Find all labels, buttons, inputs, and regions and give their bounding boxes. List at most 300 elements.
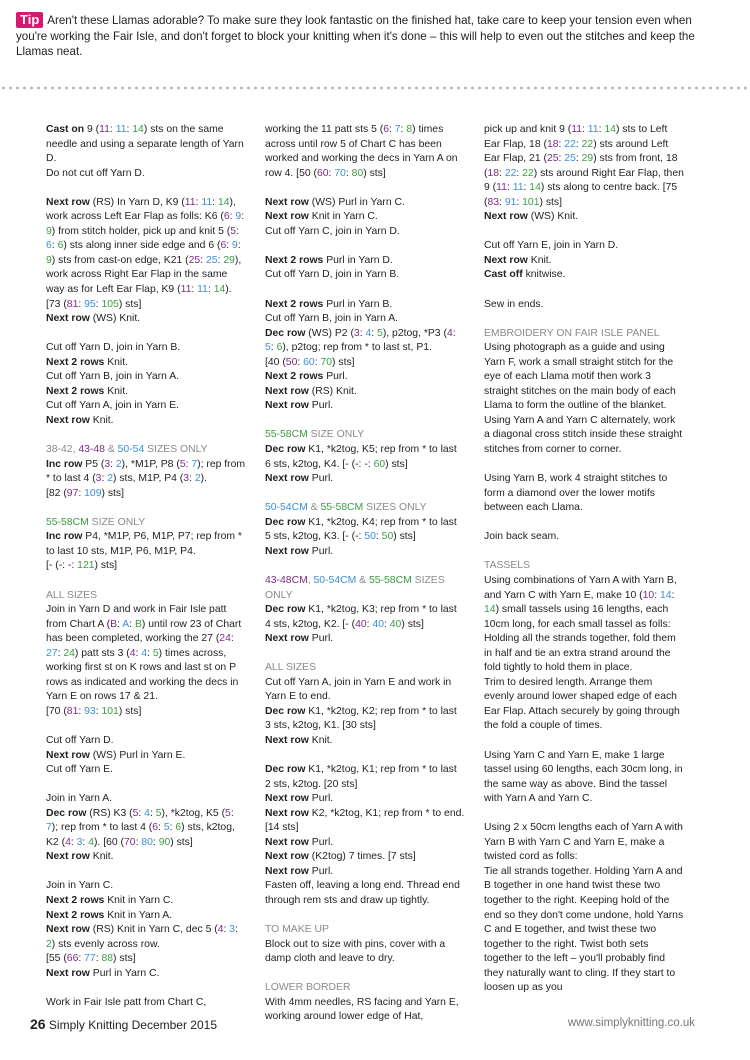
text-run: 3: [229, 924, 236, 936]
text-run: A: [122, 618, 130, 630]
text-run: :: [78, 298, 85, 310]
text-run: :: [189, 473, 195, 485]
text-run: 11: [571, 124, 583, 135]
text-run: Next row: [265, 211, 309, 223]
pattern-paragraph: [46, 443, 246, 501]
text-run: K2, *k2tog, K1; rep from * to end. [14 sts]: [265, 807, 465, 834]
pattern-paragraph: [265, 123, 465, 181]
text-run: Knit.: [527, 254, 552, 266]
text-run: :: [314, 356, 321, 368]
text-run: ).: [200, 473, 207, 485]
text-run: :: [359, 327, 366, 339]
text-run: P4, *M1P, P6, M1P, P7; rep from * to last 10 sts, M1P, P6, M1P, P4.: [46, 531, 242, 557]
text-run: Do not cut off Yarn D.: [46, 167, 145, 179]
text-run: 22: [522, 167, 534, 179]
text-run: :: [223, 924, 230, 936]
text-run: :: [575, 153, 582, 165]
text-run: 2: [46, 938, 52, 950]
text-run: 14: [659, 589, 672, 601]
text-run: 50-54CM: [265, 502, 308, 514]
text-run: SIZES ONLY: [144, 444, 208, 456]
text-run: 22: [564, 138, 576, 150]
text-run: :: [229, 211, 236, 223]
text-run: Cut off Yarn A, join in Yarn E and work in Yarn E to end.: [265, 676, 452, 703]
text-run: ) until row 23 of Chart has been completed, working the 27 (: [46, 618, 242, 645]
text-run: 3: [353, 327, 360, 339]
text-run: :: [135, 836, 142, 848]
text-run: :: [558, 138, 565, 150]
text-run: 14: [217, 196, 230, 208]
text-run: Next row: [46, 196, 90, 208]
text-run: Cut off Yarn D, join in Yarn B.: [46, 342, 181, 354]
text-run: Purl.: [308, 793, 334, 805]
text-run: Purl.: [308, 473, 334, 485]
text-run: :: [297, 356, 304, 368]
text-run: 70: [334, 167, 346, 179]
text-run: Next row: [265, 473, 309, 485]
text-run: :: [230, 633, 234, 645]
text-run: 50-54: [117, 444, 145, 456]
text-run: 43-48CM: [265, 574, 308, 586]
text-run: 11: [587, 124, 599, 135]
text-run: :: [195, 196, 202, 208]
text-run: 60: [316, 167, 329, 179]
text-run: ) sts]: [94, 560, 118, 572]
text-run: [- (-: -:: [46, 560, 78, 572]
text-run: :: [384, 618, 390, 630]
text-run: 77: [84, 953, 96, 965]
tip-badge: Tip: [16, 12, 43, 28]
text-run: ) sts]: [385, 458, 408, 470]
text-run: 6: [276, 342, 283, 354]
text-run: Purl in Yarn B.: [323, 298, 393, 310]
text-run: Next row: [46, 967, 90, 979]
pattern-paragraph: [46, 196, 246, 327]
text-run: Next row: [265, 836, 309, 848]
pattern-paragraph: [484, 749, 684, 807]
text-run: 4: [129, 647, 136, 659]
text-run: 3: [104, 458, 111, 470]
text-run: Knit.: [104, 385, 129, 397]
text-run: 11: [197, 284, 208, 296]
text-run: Sew in ends.: [484, 298, 544, 310]
text-run: working the 11 patt sts 5 (: [265, 124, 384, 135]
text-run: 9: [46, 254, 52, 266]
text-run: :: [200, 254, 206, 266]
text-run: 5: [225, 807, 231, 819]
text-run: ) sts]: [101, 487, 124, 499]
text-run: Purl.: [308, 545, 334, 557]
column-3: [484, 123, 684, 1010]
pattern-paragraph: [46, 996, 246, 1011]
pattern-paragraph: [265, 254, 465, 283]
text-run: Purl in Yarn C.: [89, 967, 160, 979]
text-run: :: [101, 473, 108, 485]
text-run: Next 2 rows: [265, 371, 324, 383]
pattern-paragraph: [46, 734, 246, 778]
website-url: www.simplyknitting.co.uk: [567, 1017, 695, 1029]
text-run: 5: [377, 327, 383, 339]
text-run: Next row: [484, 254, 528, 266]
pattern-paragraph: [265, 298, 465, 414]
text-run: SIZE ONLY: [88, 516, 146, 528]
text-run: Knit in Yarn C.: [308, 211, 378, 223]
text-run: Join back seam.: [484, 531, 560, 543]
text-run: 3: [76, 836, 83, 848]
text-run: :: [95, 953, 102, 965]
text-run: Cut off Yarn D, join in Yarn B.: [265, 269, 400, 281]
text-run: 8: [406, 124, 413, 135]
text-run: :: [78, 705, 85, 717]
text-run: 38-42,: [46, 444, 79, 456]
text-run: :: [95, 705, 102, 717]
text-run: (WS) Knit.: [89, 313, 141, 325]
text-run: [55 (: [46, 953, 67, 965]
text-run: ); rep from * to last 4 (: [46, 458, 246, 485]
text-run: 14: [213, 284, 226, 296]
text-run: Purl.: [308, 633, 334, 645]
text-run: TO MAKE UP: [265, 924, 329, 936]
text-run: 6: [220, 240, 227, 252]
pattern-paragraph: [265, 923, 465, 967]
text-run: ) times across, working first st on K rows and last st on P rows as indicated and working the decs in Yarn E on rows 17 & 21.: [46, 647, 239, 703]
text-run: SIZES ONLY: [363, 502, 427, 514]
text-run: 4: [446, 327, 453, 339]
text-run: :: [82, 836, 89, 848]
text-run: Next row: [265, 851, 309, 863]
text-run: (RS) In Yarn D, K9 (: [89, 196, 185, 208]
footer-left: [30, 1016, 217, 1032]
text-run: knitwise.: [522, 269, 566, 281]
tip-text: Aren't these Llamas adorable? To make sure they look fantastic on the finished hat, take care to keep your tension even when you're working the Fair Isle, and don't forget to block your knitting when it's done – this will help to even out the stitches and keep the Llamas neat.: [16, 14, 695, 58]
text-run: 6: [46, 240, 52, 252]
page-number: 26: [30, 1016, 46, 1032]
text-run: Knit.: [89, 414, 114, 426]
text-run: 4: [217, 924, 224, 936]
text-run: :: [191, 284, 198, 296]
text-run: Dec row: [265, 444, 306, 456]
text-run: 24: [63, 647, 75, 659]
text-run: 11: [180, 284, 192, 296]
text-run: :: [78, 487, 85, 499]
text-run: ) sts]: [170, 836, 193, 848]
text-run: 40: [389, 618, 402, 630]
text-run: :: [109, 124, 116, 135]
text-run: 90: [158, 836, 171, 848]
text-run: :: [654, 589, 660, 601]
page-footer: [30, 1016, 695, 1036]
text-run: 24: [219, 633, 231, 645]
text-run: ) sts]: [118, 705, 142, 717]
text-run: Fasten off, leaving a long end. Thread end through rem sts and draw up tightly.: [265, 880, 460, 906]
text-run: B: [134, 618, 142, 630]
text-run: 95: [84, 298, 96, 310]
text-run: ) sts]: [363, 167, 386, 179]
text-run: :: [152, 836, 159, 848]
text-run: Purl.: [308, 400, 334, 412]
text-run: ) from stitch holder, pick up and knit 5 (: [51, 225, 231, 237]
text-run: 55-58CM: [265, 429, 308, 441]
text-run: 4: [65, 836, 71, 848]
text-run: 11: [201, 196, 213, 208]
text-run: 25: [188, 254, 201, 266]
text-run: Next row: [265, 807, 309, 819]
text-run: Next 2 rows: [46, 909, 105, 921]
text-run: ). [60 (: [93, 836, 124, 848]
text-run: Cast on: [46, 124, 85, 135]
text-run: :: [236, 225, 239, 237]
text-run: K1, *k2tog, K2; rep from * to last 3 sts, k2tog, K1. [30 sts]: [265, 705, 457, 732]
text-run: K1, *k2tog, K5; rep from * to last 6 sts, k2tog, K4. [- (-: -:: [265, 444, 457, 470]
column-2: [265, 123, 465, 1039]
text-run: :: [558, 153, 565, 165]
text-run: 9: [232, 240, 238, 252]
text-run: 83: [487, 196, 500, 208]
text-run: Next row: [265, 196, 309, 208]
text-run: Using 2 x 50cm lengths each of Yarn A with Yarn B with Yarn C and Yarn E, make a twisted cord as folls:: [484, 822, 683, 863]
text-run: Block out to size with pins, cover with a damp cloth and leave to dry.: [265, 938, 446, 965]
text-run: 60: [373, 458, 386, 470]
text-run: [70 (: [46, 705, 67, 717]
text-run: :: [400, 124, 407, 135]
text-run: Using combinations of Yarn A with Yarn B, and Yarn C with Yarn E, make 10 (: [484, 574, 677, 601]
pattern-paragraph: [484, 530, 684, 545]
text-run: Dec row: [265, 705, 306, 717]
pattern-paragraph: [484, 298, 684, 313]
text-run: ) sts evenly across row.: [51, 938, 160, 950]
text-run: 66: [66, 953, 79, 965]
text-run: (WS) Purl in Yarn C.: [308, 196, 405, 208]
text-run: Purl.: [308, 865, 334, 877]
pattern-paragraph: [265, 501, 465, 559]
text-run: Tie all strands together. Holding Yarn A and B together in one hand twist these two together to the right. Keeping hold of the end so they don't come undone, hold Yarns C and E together, and twist these two together to the right. Twist both sets together to the left – you'll probably find they naturally want to cling. If they start to loosen up as you: [484, 865, 684, 994]
text-run: Holding all the strands together, fold them in half and tie an extra strand around the fold tightly to hold them in place.: [484, 633, 676, 674]
text-run: (WS) Knit.: [527, 211, 579, 223]
text-run: ) sts from cast-on edge, K21 (: [51, 254, 189, 266]
text-run: :: [147, 647, 153, 659]
text-run: Next row: [46, 414, 90, 426]
pattern-paragraph: [46, 879, 246, 981]
text-run: ) sts]: [332, 356, 355, 368]
text-run: :: [110, 458, 116, 470]
text-run: Purl in Yarn D.: [323, 254, 393, 266]
text-run: Next row: [265, 400, 309, 412]
pattern-paragraph: [484, 239, 684, 283]
text-run: ), work across Left Ear Flap as folls: K6 (: [46, 196, 236, 223]
text-run: ) sts]: [113, 953, 136, 965]
text-run: :: [230, 807, 234, 819]
text-run: LOWER BORDER: [265, 982, 351, 994]
text-run: Cut off Yarn B, join in Yarn A.: [46, 371, 180, 383]
text-run: Inc row: [46, 458, 83, 470]
text-run: :: [185, 458, 192, 470]
text-run: Cut off Yarn A, join in Yarn E.: [46, 400, 180, 412]
text-run: Next 2 rows: [265, 298, 324, 310]
text-run: 88: [101, 953, 114, 965]
text-run: Cut off Yarn E, join in Yarn D.: [484, 240, 619, 252]
text-run: Inc row: [46, 531, 83, 543]
text-run: Cut off Yarn E.: [46, 764, 114, 776]
text-run: 22: [504, 167, 517, 179]
text-run: Knit.: [308, 734, 333, 746]
text-run: :: [135, 647, 142, 659]
text-run: 4: [88, 836, 94, 848]
text-run: :: [217, 254, 224, 266]
text-run: 109: [84, 487, 102, 499]
text-run: Next row: [265, 385, 309, 397]
text-run: :: [371, 327, 378, 339]
text-run: ) sts from front, 18 (: [484, 153, 678, 179]
text-run: :: [375, 531, 382, 543]
pattern-paragraph: [484, 123, 684, 225]
text-run: (WS) P2 (: [305, 327, 354, 339]
magazine-issue: Simply Knitting December 2015: [48, 1018, 218, 1032]
text-run: 101: [101, 705, 119, 717]
text-run: :: [237, 240, 241, 252]
text-run: 40: [355, 618, 367, 630]
text-run: :: [117, 618, 123, 630]
text-run: :: [149, 807, 156, 819]
text-run: 6: [152, 822, 159, 834]
text-run: ) sts]: [393, 531, 416, 543]
text-run: :: [207, 284, 214, 296]
text-run: :: [138, 807, 145, 819]
dotted-divider: [0, 86, 750, 90]
text-run: 18: [546, 138, 559, 150]
text-run: Next 2 rows: [46, 894, 105, 906]
text-run: Dec row: [46, 807, 87, 819]
text-run: ) sts along inner side edge and 6 (: [63, 240, 221, 252]
text-run: ), p2tog, *P3 (: [382, 327, 447, 339]
text-run: Next 2 rows: [265, 254, 324, 266]
text-run: 2: [107, 473, 114, 485]
text-run: 4: [144, 807, 150, 819]
pattern-paragraph: [46, 792, 246, 865]
text-run: Using Yarn C and Yarn E, make 1 large tassel using 60 lengths, each 30cm long, in the same way as above. Bind the tassel with Yarn A and Yarn C.: [484, 749, 683, 805]
text-run: [82 (: [46, 487, 67, 499]
text-run: 29: [581, 153, 594, 165]
text-run: Dec row: [265, 604, 306, 616]
pattern-paragraph: [484, 559, 684, 734]
text-run: 9 (: [84, 124, 100, 135]
text-run: Cut off Yarn B, join in Yarn A.: [265, 313, 399, 325]
text-run: K1, *k2tog, K1; rep from * to last 2 sts, k2tog. [20 sts]: [265, 764, 457, 790]
text-run: Next row: [46, 749, 90, 761]
text-run: SIZE ONLY: [307, 429, 365, 441]
text-run: 14: [529, 182, 541, 194]
text-run: 50: [285, 356, 298, 368]
text-run: Next row: [484, 211, 528, 223]
text-run: ) sts along to centre back. [75 (: [484, 182, 678, 208]
text-run: Purl.: [323, 371, 348, 383]
text-run: Next row: [46, 924, 90, 936]
text-run: Next row: [265, 865, 309, 877]
text-run: EMBROIDERY ON FAIR ISLE PANEL: [484, 327, 660, 339]
pattern-paragraph: [265, 196, 465, 240]
tip-box: [16, 12, 716, 60]
text-run: 6: [223, 211, 230, 223]
text-run: :: [452, 327, 456, 339]
text-run: 9: [235, 211, 242, 223]
text-run: 14: [484, 604, 496, 616]
text-run: ).: [225, 284, 232, 296]
text-run: 2: [115, 458, 122, 470]
text-run: Next row: [265, 793, 309, 805]
text-run: :: [129, 618, 135, 630]
text-run: 3: [95, 473, 102, 485]
text-run: Using Yarn B, work 4 straight stitches to form a diamond over the lower motifs between each Llama.: [484, 473, 668, 514]
text-run: 14: [132, 124, 144, 135]
text-run: &: [307, 502, 321, 514]
text-run: 6: [57, 240, 64, 252]
text-run: Work in Fair Isle patt from Chart C,: [46, 996, 207, 1008]
text-run: 11: [184, 196, 196, 208]
text-run: Knit in Yarn C.: [104, 894, 174, 906]
text-run: 70: [320, 356, 333, 368]
text-run: (WS) Purl in Yarn E.: [89, 749, 186, 761]
text-run: K1, *k2tog, K4; rep from * to last 5 sts, k2tog, K3. [- (-:: [265, 516, 457, 543]
text-run: Cut off Yarn D.: [46, 734, 114, 746]
text-run: Join in Yarn C.: [46, 880, 114, 892]
text-run: P5 (: [82, 458, 105, 470]
text-run: K1, *k2tog, K3; rep from * to last 4 sts, k2tog, K2. [- (: [265, 604, 457, 630]
text-run: (K2tog) 7 times. [7 sts]: [308, 851, 416, 863]
text-run: ) sts to Left Ear Flap, 18 (: [484, 124, 668, 150]
text-run: :: [126, 124, 133, 135]
text-run: :: [57, 647, 64, 659]
text-run: Purl.: [308, 836, 334, 848]
pattern-paragraph: [484, 327, 684, 458]
text-run: Next row: [46, 851, 90, 863]
text-run: 80: [351, 167, 364, 179]
text-run: 5: [230, 225, 237, 237]
text-run: 4: [365, 327, 372, 339]
text-run: 91: [504, 196, 517, 208]
text-run: :: [388, 124, 395, 135]
text-run: :: [598, 124, 605, 135]
text-run: 11: [496, 182, 507, 194]
text-run: :: [212, 196, 218, 208]
text-run: Next row: [46, 313, 90, 325]
pattern-paragraph: [46, 123, 246, 181]
text-run: 70: [124, 836, 136, 848]
text-run: Next row: [265, 545, 309, 557]
text-run: 105: [101, 298, 119, 310]
text-run: :: [506, 182, 513, 194]
text-run: Dec row: [265, 327, 306, 339]
text-run: Using photograph as a guide and using Yarn F, work a small straight stitch for the eye of each Llama motif then work 3 straight stitches on the main body of each Llama to form the outline of the blanket. Using Yarn A and Yarn C alternately, work a diagonal cross stitch inside these straight stitches from corner to corner.: [484, 342, 683, 456]
text-run: ), *M1P, P8 (: [121, 458, 180, 470]
text-run: :: [516, 196, 523, 208]
pattern-paragraph: [46, 589, 246, 720]
pattern-paragraph: [46, 516, 246, 574]
text-run: 81: [66, 705, 79, 717]
text-run: B: [110, 618, 118, 630]
text-run: :: [78, 953, 85, 965]
pattern-paragraph: [265, 661, 465, 748]
text-run: :: [345, 167, 352, 179]
text-run: ), p2tog; rep from * to last st, P1.: [282, 342, 432, 354]
text-run: ) sts, M1P, P4 (: [113, 473, 184, 485]
text-run: 80: [141, 836, 153, 848]
text-run: :: [582, 124, 588, 135]
text-run: 11: [115, 124, 127, 135]
text-run: :: [95, 298, 102, 310]
text-run: :: [499, 167, 505, 179]
text-run: ) patt sts 3 (: [74, 647, 130, 659]
text-run: TASSELS: [484, 560, 531, 572]
text-run: Dec row: [265, 764, 306, 776]
